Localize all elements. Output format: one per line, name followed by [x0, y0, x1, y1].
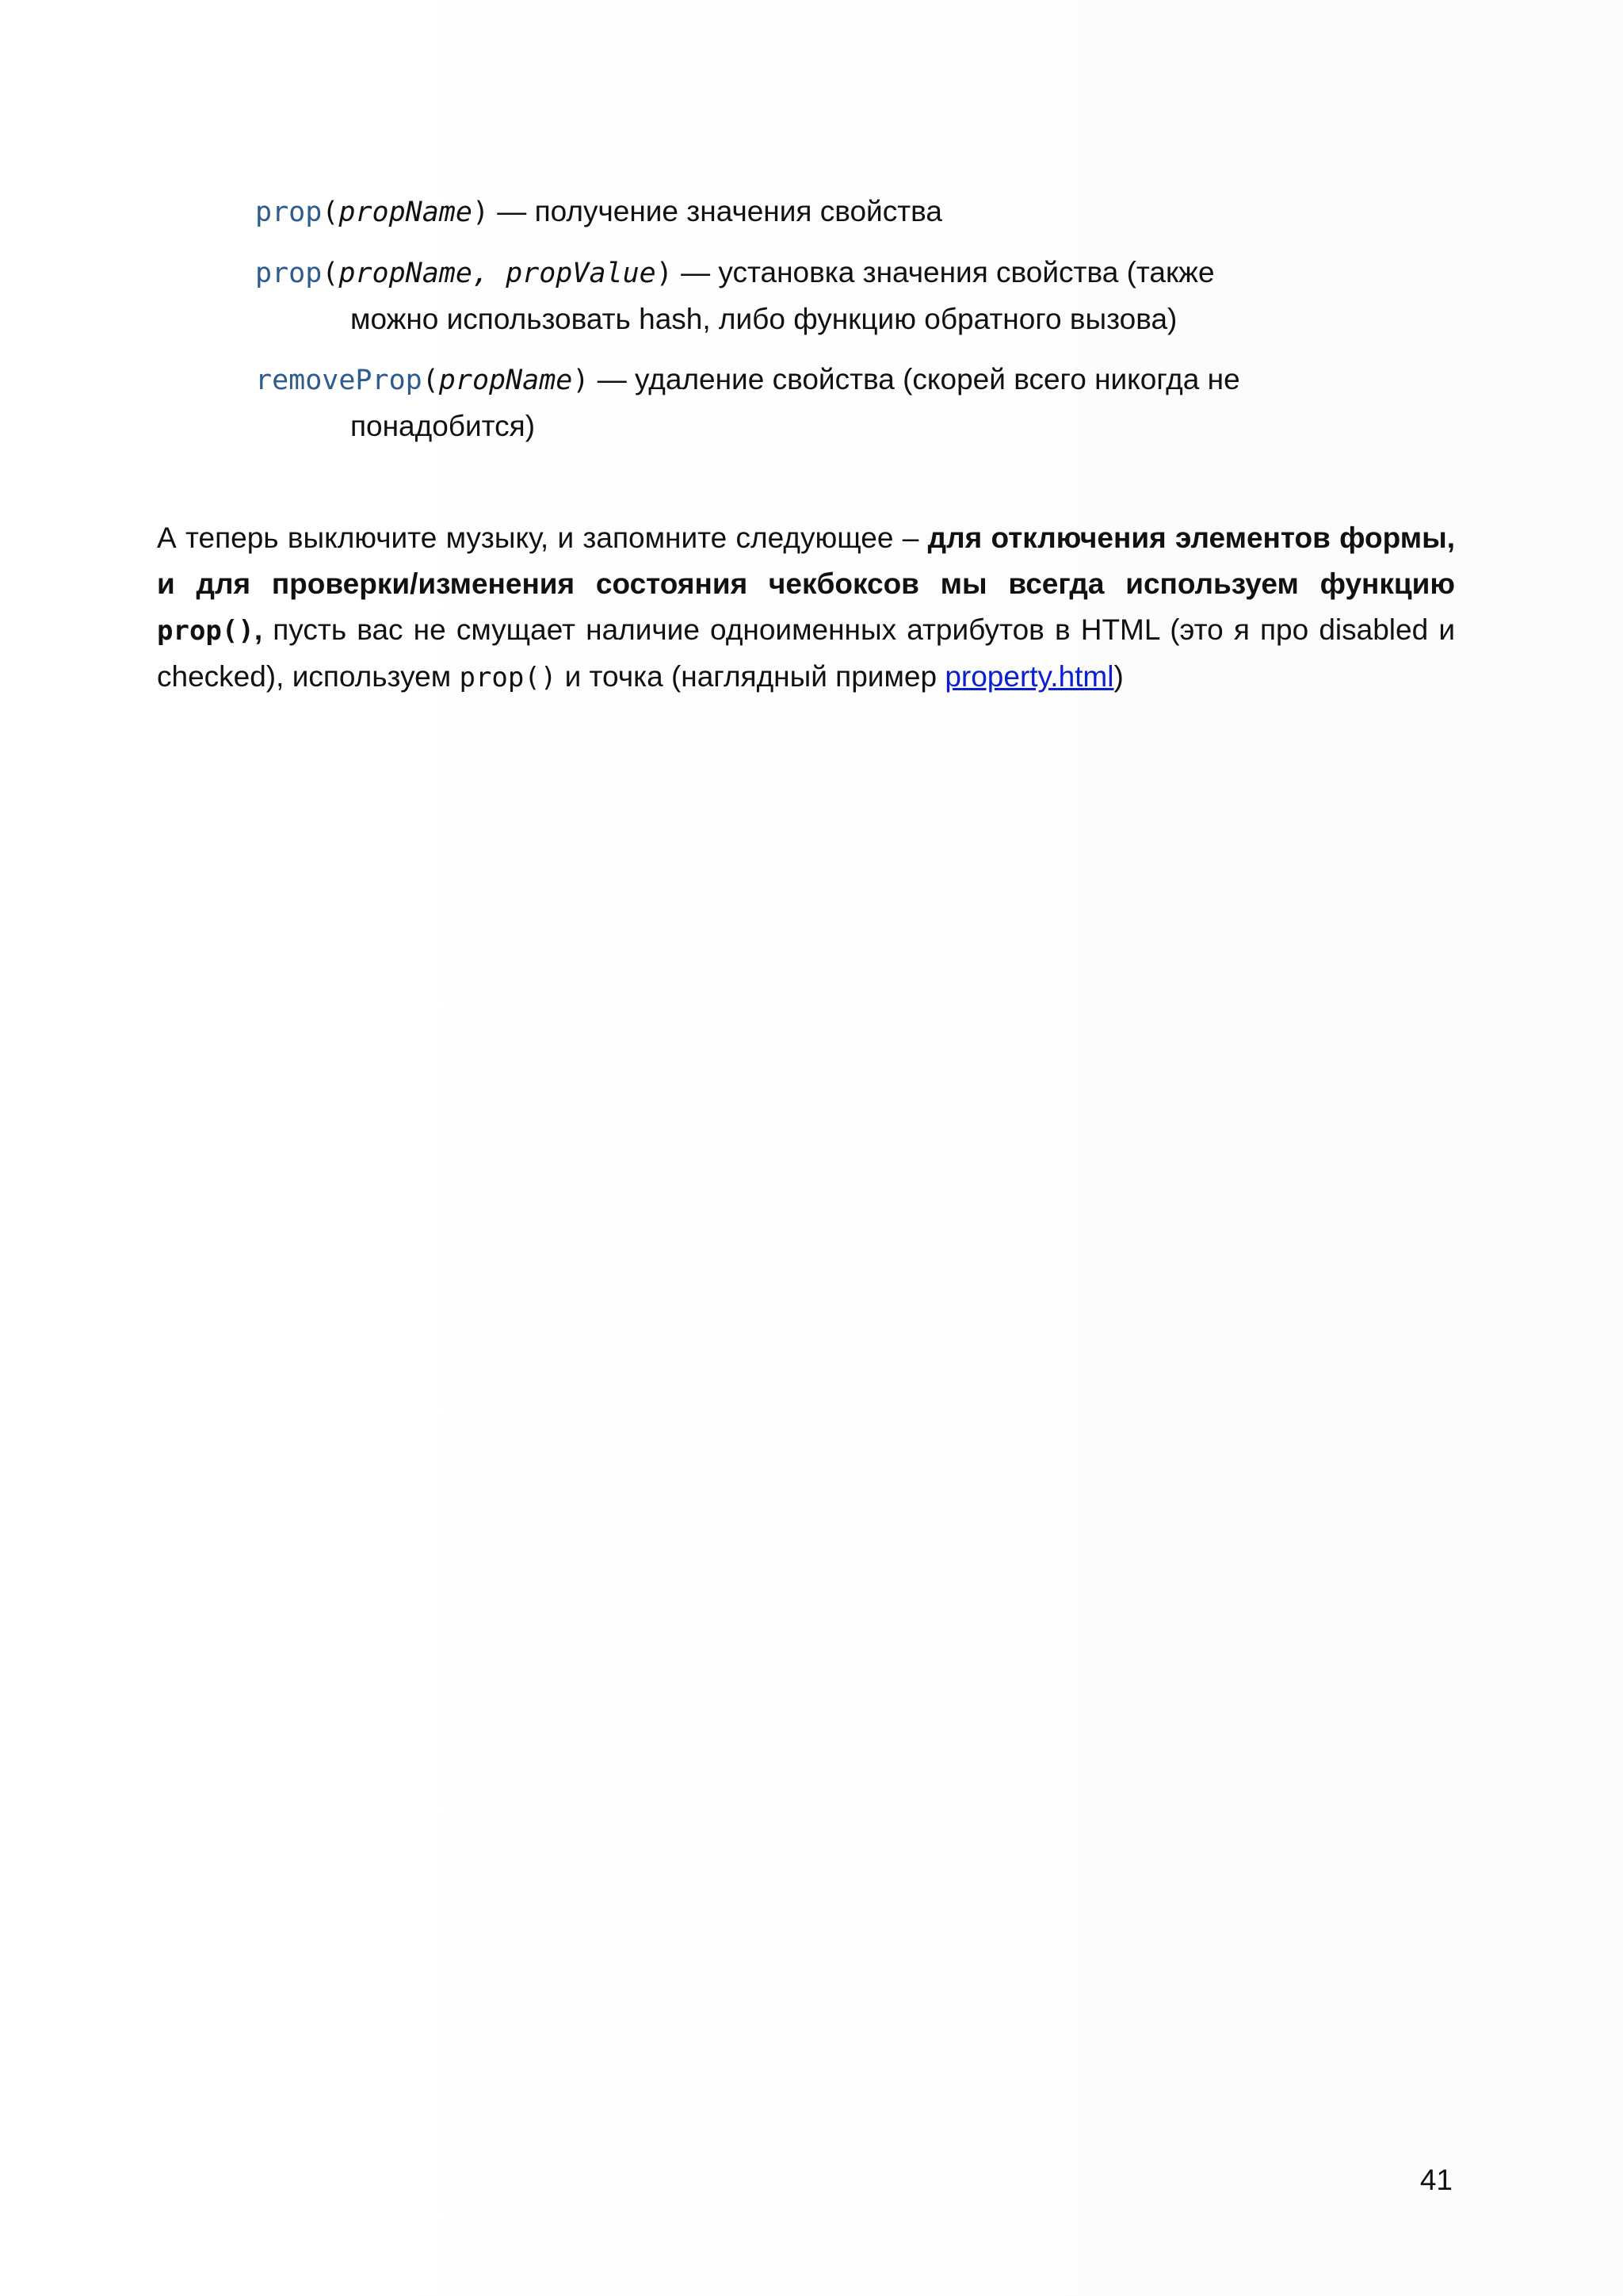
api-description-continuation: можно использовать hash, либо функцию обратного вызова) — [350, 303, 1178, 335]
function-name: prop — [255, 258, 323, 289]
open-paren: ( — [422, 365, 439, 396]
paragraph-bold-code: prop() — [157, 615, 254, 647]
function-params: propName, propValue — [338, 258, 656, 289]
paragraph-after-code: и точка (наглядный пример — [556, 660, 945, 693]
api-description-continuation: понадобится) — [350, 410, 536, 442]
api-description: — установка значения свойства (также — [672, 256, 1215, 288]
paragraph-bold-main: для отключения элементов формы, и для проверки/изменения состояния чекбоксов мы всегда используем функцию — [157, 521, 1455, 600]
paragraph-bold-end: , — [254, 613, 263, 646]
open-paren: ( — [322, 258, 339, 289]
function-params: propName — [338, 197, 472, 228]
open-paren: ( — [322, 197, 339, 228]
api-method-list — [255, 189, 1277, 464]
body-paragraph — [157, 515, 1455, 701]
function-params: propName — [438, 365, 573, 396]
api-item-prop-get — [255, 189, 1277, 235]
paragraph-inline-code: prop() — [459, 662, 557, 693]
paragraph-middle: пусть вас не смущает наличие одноименных атрибутов в HTML (это я про disabled и checked), используем — [157, 613, 1455, 693]
api-description: — получение значения свойства — [489, 195, 942, 227]
api-item-removeprop — [255, 357, 1277, 449]
close-paren: ) — [572, 365, 590, 396]
example-link[interactable]: property.html — [945, 660, 1114, 693]
api-item-prop-set — [255, 250, 1277, 342]
api-description: — удаление свойства (скорей всего никогда не — [589, 363, 1240, 395]
close-paren: ) — [655, 258, 673, 289]
function-name: removeProp — [255, 365, 422, 396]
close-paren: ) — [472, 197, 490, 228]
page-number: 41 — [1419, 2164, 1453, 2196]
paragraph-intro: А теперь выключите музыку, и запомните следующее – — [157, 521, 928, 554]
function-name: prop — [255, 197, 323, 228]
paragraph-end: ) — [1113, 660, 1124, 693]
